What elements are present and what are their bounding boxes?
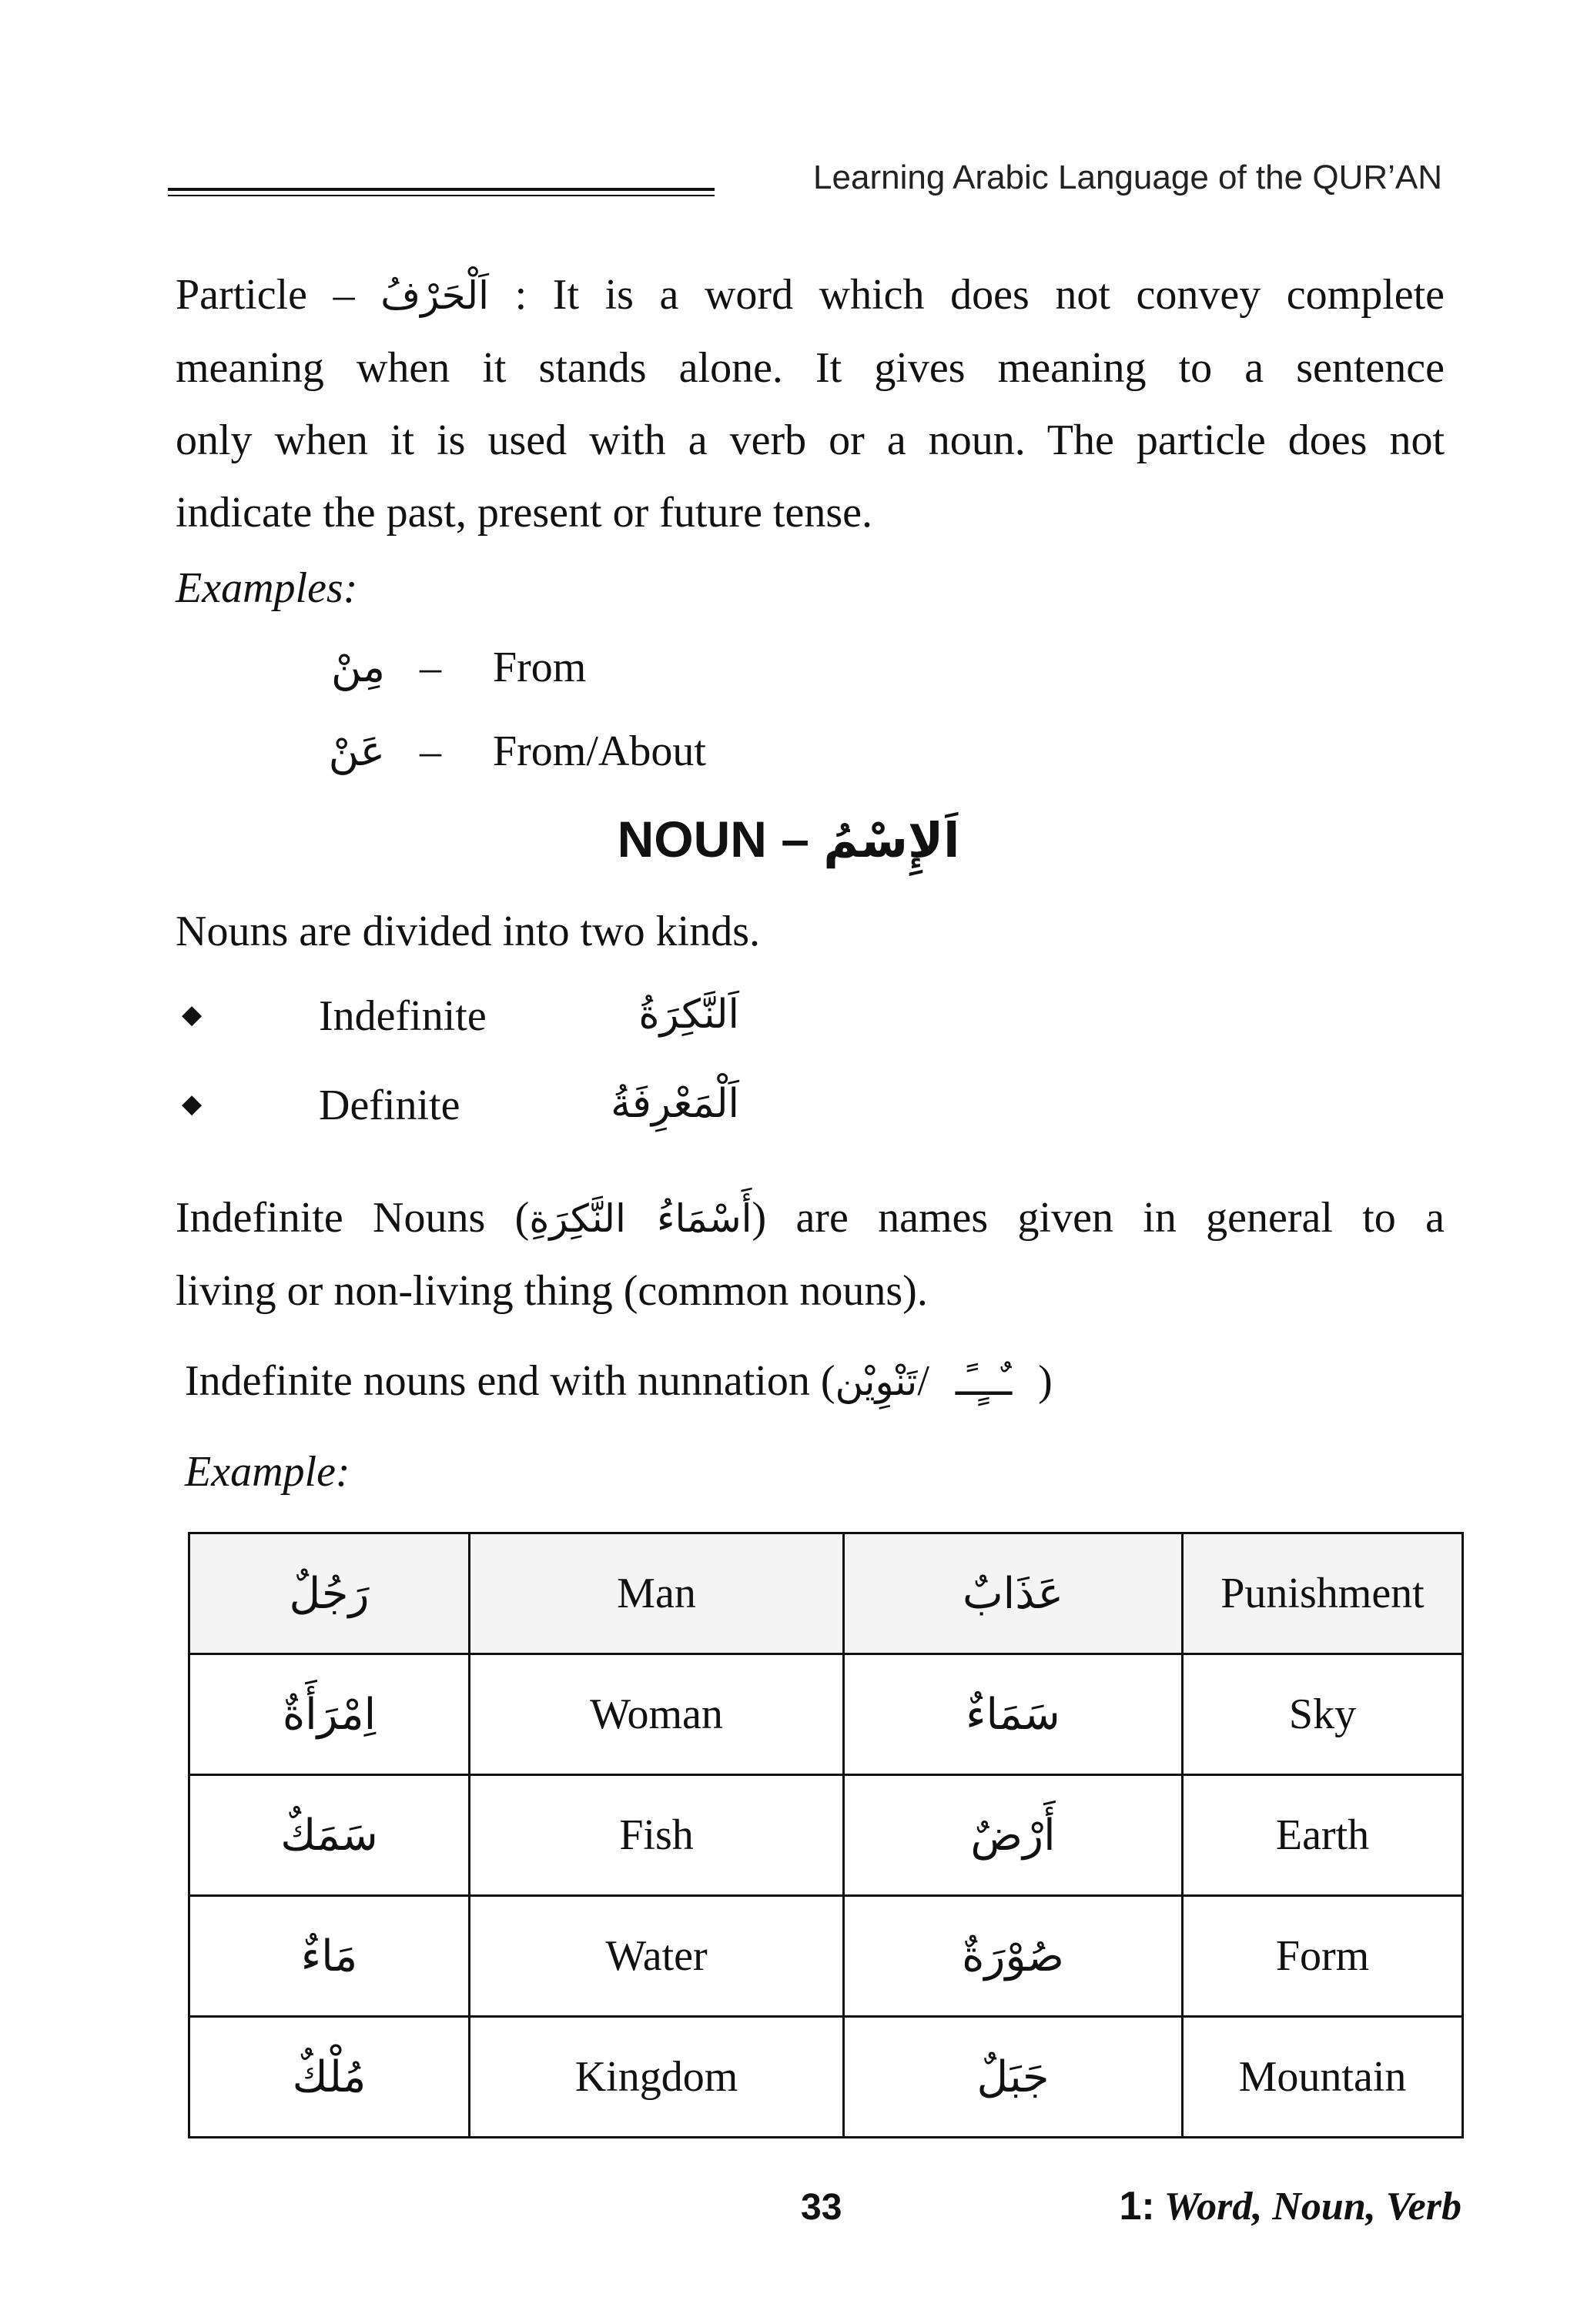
particle-term: Particle xyxy=(176,271,308,319)
table-cell-english: Punishment xyxy=(1183,1533,1463,1654)
table-cell-english: Form xyxy=(1183,1896,1463,2017)
table-cell-english: Kingdom xyxy=(470,2017,844,2138)
header-rule xyxy=(168,188,715,191)
nunnation-line xyxy=(185,1356,1053,1406)
nunnation-post: ) xyxy=(1038,1357,1053,1405)
example-dash: – xyxy=(420,644,441,691)
table-cell-english: Sky xyxy=(1183,1654,1463,1775)
table-cell-arabic: سَمَاءٌ xyxy=(844,1654,1183,1775)
header-rule-thin xyxy=(168,195,715,196)
table-cell-arabic: رَجُلٌ xyxy=(189,1533,470,1654)
indefinite-paragraph xyxy=(176,1182,1445,1327)
bullet-diamond-icon: ◆ xyxy=(182,1090,203,1119)
example-row xyxy=(0,727,1577,788)
particle-text-1: : It is a word which does not convey complete xyxy=(514,271,1445,319)
table-cell-arabic: جَبَلٌ xyxy=(844,2017,1183,2138)
table-cell-arabic: أَرْضٌ xyxy=(844,1775,1183,1896)
nouns-intro: Nouns are divided into two kinds. xyxy=(176,908,761,955)
nunnation-slash: / xyxy=(917,1357,929,1405)
kind-arabic: اَلْمَعْرِفَةُ xyxy=(611,1081,739,1127)
example-english: From/About xyxy=(493,727,706,775)
table-row xyxy=(189,1775,1463,1896)
table-row xyxy=(189,1654,1463,1775)
indefinite-line-1 xyxy=(176,1182,1445,1255)
particle-arabic: اَلْحَرْفُ xyxy=(380,273,490,318)
kind-arabic: اَلنَّكِرَةُ xyxy=(638,991,739,1038)
noun-heading-english: NOUN xyxy=(617,811,767,868)
kind-english: Indefinite xyxy=(319,992,487,1040)
table-row xyxy=(189,1533,1463,1654)
nunnation-arabic: تَنْوِيْن xyxy=(835,1359,918,1404)
table-cell-english: Mountain xyxy=(1183,2017,1463,2138)
particle-line-4: indicate the past, present or future tense. xyxy=(176,489,872,537)
table-cell-english: Fish xyxy=(470,1775,844,1896)
table-cell-english: Woman xyxy=(470,1654,844,1775)
kind-item xyxy=(0,991,1577,1053)
particle-definition xyxy=(176,259,1445,549)
particle-line-1 xyxy=(176,259,1445,332)
example-label: Example: xyxy=(185,1448,350,1496)
indefinite-arabic: أَسْمَاءُ النَّكِرَةِ xyxy=(529,1196,752,1241)
example-dash: – xyxy=(420,727,441,775)
noun-heading-arabic: اَلإِسْمُ xyxy=(823,812,960,868)
page-number: 33 xyxy=(801,2187,842,2228)
chapter-number: 1: xyxy=(1119,2184,1155,2229)
kind-item xyxy=(0,1081,1577,1142)
example-arabic: مِنْ xyxy=(330,643,385,691)
nunnation-marks: ـٌــٍـًـ xyxy=(955,1359,1013,1404)
indefinite-pre: Indefinite Nouns ( xyxy=(176,1194,530,1242)
noun-heading-dash: – xyxy=(781,811,810,868)
table-cell-arabic: عَذَابٌ xyxy=(844,1533,1183,1654)
table-row xyxy=(189,2017,1463,2138)
chapter-title xyxy=(1119,2183,1461,2229)
table-cell-arabic: مُلْكٌ xyxy=(189,2017,470,2138)
table-cell-arabic: مَاءٌ xyxy=(189,1896,470,2017)
particle-line-2: meaning when it stands alone. It gives meaning to a sentence xyxy=(176,344,1445,392)
table-cell-arabic: سَمَكٌ xyxy=(189,1775,470,1896)
noun-heading xyxy=(0,810,1577,868)
table-cell-arabic: اِمْرَأَةٌ xyxy=(189,1654,470,1775)
example-arabic: عَنْ xyxy=(328,727,385,775)
table-cell-english: Man xyxy=(470,1533,844,1654)
examples-label: Examples: xyxy=(176,564,358,612)
kind-english: Definite xyxy=(319,1082,460,1129)
indefinite-post: ) are names given in general to a xyxy=(752,1194,1445,1242)
particle-line-3: only when it is used with a verb or a noun. The particle does not xyxy=(176,416,1445,464)
example-row xyxy=(0,643,1577,704)
indefinite-line-2: living or non-living thing (common nouns). xyxy=(176,1267,928,1315)
noun-examples-table xyxy=(188,1532,1464,2138)
particle-dash: – xyxy=(333,271,355,319)
table-cell-arabic: صُوْرَةٌ xyxy=(844,1896,1183,2017)
table-cell-english: Water xyxy=(470,1896,844,2017)
example-english: From xyxy=(493,644,587,691)
chapter-name: Word, Noun, Verb xyxy=(1163,2185,1461,2229)
running-header-title: Learning Arabic Language of the QUR’AN xyxy=(813,159,1442,196)
nunnation-pre: Indefinite nouns end with nunnation ( xyxy=(185,1357,835,1405)
table-row xyxy=(189,1896,1463,2017)
bullet-diamond-icon: ◆ xyxy=(182,1001,203,1029)
table-cell-english: Earth xyxy=(1183,1775,1463,1896)
